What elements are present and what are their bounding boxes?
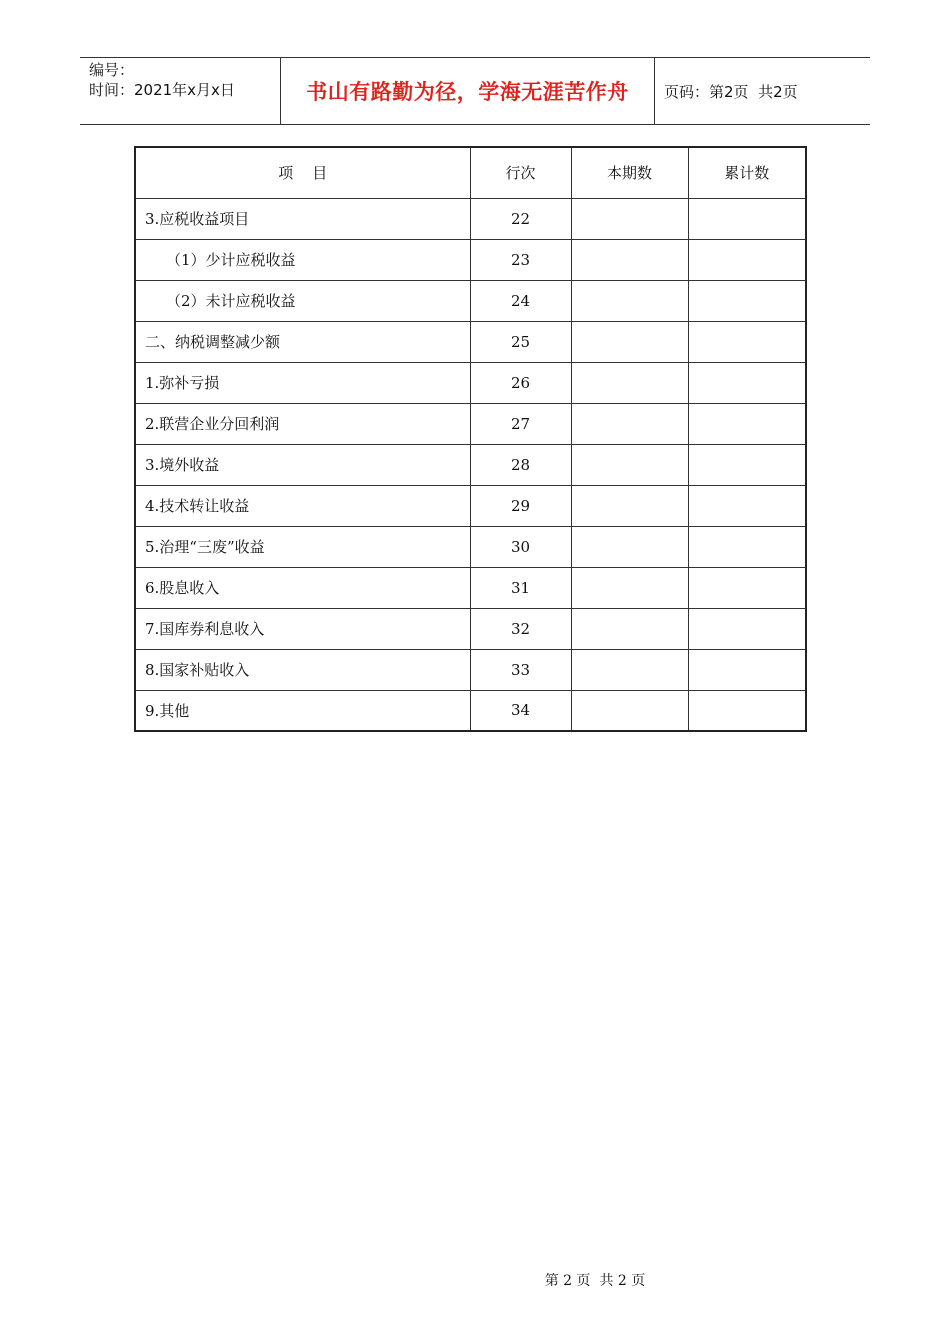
cell-line-number: 31 (470, 567, 571, 608)
data-table (134, 146, 807, 732)
cell-current-amount (571, 321, 688, 362)
cell-item: 5.治理“三废”收益 (135, 526, 470, 567)
cell-line-number: 33 (470, 649, 571, 690)
cell-line-number: 32 (470, 608, 571, 649)
cell-line-number: 27 (470, 403, 571, 444)
cell-cumulative-amount (688, 690, 806, 731)
footer-page-number: 第 2 页 共 2 页 (544, 1273, 646, 1289)
cell-item: 6.股息收入 (135, 567, 470, 608)
table-row (135, 362, 806, 403)
cell-current-amount (571, 649, 688, 690)
tax-adjustment-table (134, 146, 805, 732)
cell-item: 2.联营企业分回利润 (135, 403, 470, 444)
cell-cumulative-amount (688, 444, 806, 485)
cell-item: 3.应税收益项目 (135, 198, 470, 239)
page-footer (0, 1270, 950, 1290)
column-header-line: 行次 (470, 147, 571, 198)
cell-cumulative-amount (688, 198, 806, 239)
cell-item: 7.国库券利息收入 (135, 608, 470, 649)
cell-current-amount (571, 526, 688, 567)
cell-cumulative-amount (688, 526, 806, 567)
cell-line-number: 34 (470, 690, 571, 731)
header-meta (80, 58, 281, 124)
cell-line-number: 29 (470, 485, 571, 526)
cell-cumulative-amount (688, 649, 806, 690)
cell-current-amount (571, 239, 688, 280)
table-row (135, 198, 806, 239)
cell-current-amount (571, 567, 688, 608)
cell-cumulative-amount (688, 239, 806, 280)
table-row (135, 567, 806, 608)
cell-cumulative-amount (688, 321, 806, 362)
cell-item: 3.境外收益 (135, 444, 470, 485)
table-row (135, 403, 806, 444)
table-row (135, 321, 806, 362)
cell-item: 8.国家补贴收入 (135, 649, 470, 690)
cell-line-number: 24 (470, 280, 571, 321)
column-header-current: 本期数 (571, 147, 688, 198)
cell-current-amount (571, 690, 688, 731)
cell-line-number: 22 (470, 198, 571, 239)
cell-line-number: 28 (470, 444, 571, 485)
table-row (135, 280, 806, 321)
serial-label: 编号： (89, 61, 135, 79)
page-info-text: 页码：第2页 共2页 (664, 82, 798, 101)
page-header (80, 57, 870, 125)
cell-cumulative-amount (688, 485, 806, 526)
cell-item: 9.其他 (135, 690, 470, 731)
table-row (135, 608, 806, 649)
cell-cumulative-amount (688, 280, 806, 321)
cell-cumulative-amount (688, 608, 806, 649)
table-row (135, 444, 806, 485)
table-row (135, 649, 806, 690)
table-header-row (135, 147, 806, 198)
cell-cumulative-amount (688, 403, 806, 444)
cell-current-amount (571, 608, 688, 649)
cell-current-amount (571, 198, 688, 239)
table-row (135, 690, 806, 731)
cell-current-amount (571, 280, 688, 321)
cell-line-number: 30 (470, 526, 571, 567)
cell-current-amount (571, 403, 688, 444)
cell-item: 1.弥补亏损 (135, 362, 470, 403)
cell-current-amount (571, 485, 688, 526)
cell-item: （2）未计应税收益 (135, 280, 470, 321)
table-row (135, 485, 806, 526)
column-header-cumulative: 累计数 (688, 147, 806, 198)
cell-cumulative-amount (688, 362, 806, 403)
cell-line-number: 23 (470, 239, 571, 280)
table-body (135, 198, 806, 731)
time-label: 时间：2021年x月x日 (89, 81, 235, 99)
header-page-info (655, 58, 870, 124)
cell-line-number: 26 (470, 362, 571, 403)
cell-line-number: 25 (470, 321, 571, 362)
table-row (135, 526, 806, 567)
cell-current-amount (571, 362, 688, 403)
header-motto: 书山有路勤为径，学海无涯苦作舟 (281, 58, 655, 124)
cell-current-amount (571, 444, 688, 485)
column-header-item: 项 目 (135, 147, 470, 198)
table-row (135, 239, 806, 280)
cell-cumulative-amount (688, 567, 806, 608)
cell-item: 4.技术转让收益 (135, 485, 470, 526)
cell-item: （1）少计应税收益 (135, 239, 470, 280)
cell-item: 二、纳税调整减少额 (135, 321, 470, 362)
